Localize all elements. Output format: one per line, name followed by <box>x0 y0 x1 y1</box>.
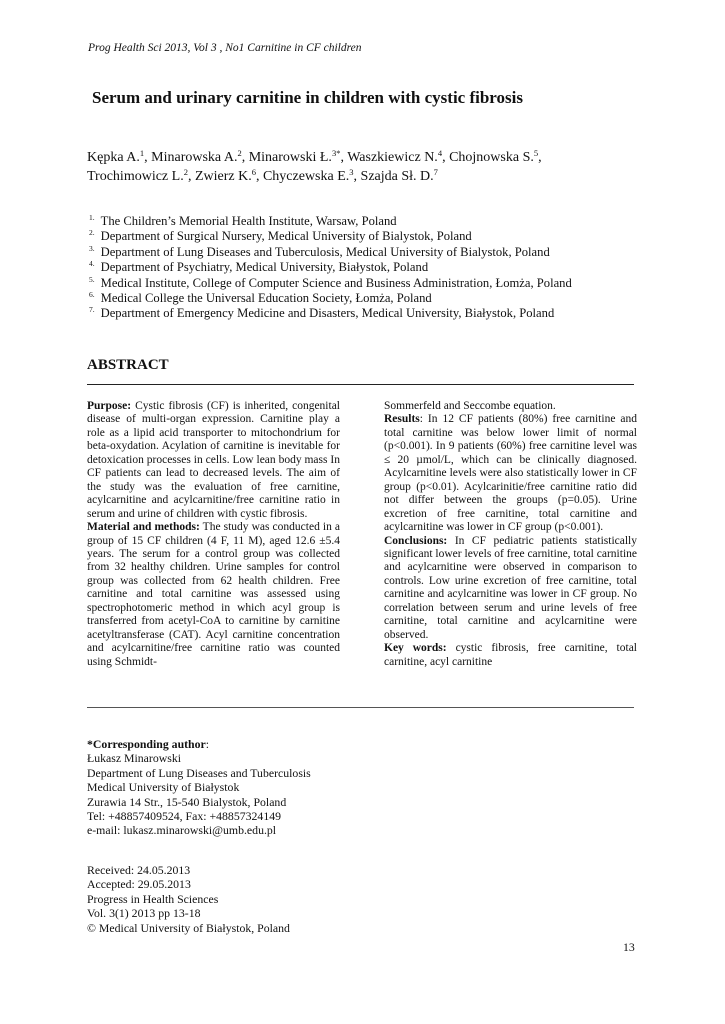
affiliation-item: $^{7.}$ Department of Emergency Medicine and Disasters, Medical University, Białystok, Poland <box>89 305 555 321</box>
affiliation-item: $^{6.}$ Medical College the Universal Education Society, Łomża, Poland <box>89 290 432 306</box>
affiliation-item: $^{3.}$ Department of Lung Diseases and Tuberculosis, Medical University of Bialystok, Poland <box>89 243 550 259</box>
abstract-right-column <box>384 400 637 669</box>
author: Trochimowicz L.$^2$, <box>87 167 195 184</box>
corresponding-line: Department of Lung Diseases and Tuberculosis <box>87 765 311 780</box>
corresponding-line: Tel: +48857409524, Fax: +48857324149 <box>87 809 282 824</box>
author: Minarowska A.$^2$, <box>151 148 249 165</box>
conclusions-paragraph: Conclusions: In CF pediatric patients statistically significant lower levels of free carnitine, total carnitine and acylcarnitine were observed in comparison to controls. Low urine excretion of free carnitine, total carnitine and acylcarnitine was lower in CF group. No correlation between serum and urine levels of free carnitine, total carnitine and acylcarnitine were observed. <box>384 534 637 641</box>
corresponding-line: Łukasz Minarowski <box>87 751 182 766</box>
corresponding-line: Zurawia 14 Str., 15-540 Bialystok, Poland <box>87 794 287 809</box>
affiliation-item: $^{2.}$ Department of Surgical Nursery, Medical University of Bialystok, Poland <box>89 228 472 244</box>
author: Chojnowska S.$^5$, <box>449 148 542 165</box>
abstract-heading: ABSTRACT <box>87 357 169 373</box>
volume-pages: Vol. 3(1) 2013 pp 13-18 <box>87 906 201 921</box>
journal-name: Progress in Health Sciences <box>87 891 219 906</box>
paper-title: Serum and urinary carnitine in children with cystic fibrosis <box>92 88 524 107</box>
author-list <box>87 148 639 186</box>
affiliation-item: $^{4.}$ Department of Psychiatry, Medical University, Białystok, Poland <box>89 259 429 275</box>
copyright: © Medical University of Białystok, Poland <box>87 920 290 935</box>
author: Zwierz K.$^6$, <box>194 167 263 184</box>
author: Kępka A.$^1$, <box>87 148 152 165</box>
affiliation-item: $^{1.}$ The Children’s Memorial Health Institute, Warsaw, Poland <box>89 213 397 228</box>
methods-continuation: Sommerfeld and Seccombe equation. <box>384 400 556 412</box>
methods-paragraph: Material and methods: The study was conducted in a group of 15 CF children (4 F, 11 M), aged 12.6 ±5.4 years. The serum for a control group was collected from 32 healthy children. Urine samples for control group was collected from 62 health children. Free carnitine and total carnitine was assessed using spectrophotomeric method in which acyl group is transferred from acetyl-CoA to carnitine by carnitine acetyltransferase (CAT). Acyl carnitine concentration and acylcarnitine/free carnitine ratio was counted using Schmidt- <box>87 521 340 668</box>
author: Chyczewska E.$^3$, <box>262 167 361 184</box>
abstract-left-column <box>87 400 340 669</box>
received-date: Received: 24.05.2013 <box>87 863 191 877</box>
page-number: 13 <box>623 940 635 954</box>
abstract-top-rule <box>87 384 634 385</box>
affiliation-item: $^{5.}$ Medical Institute, College of Computer Science and Business Administration, Łomża, Poland <box>89 274 572 290</box>
running-head: Prog Health Sci 2013, Vol 3 , No1 Carnitine in CF children <box>88 42 362 54</box>
corresponding-author-block: *Corresponding author: Łukasz Minarowski Department of Lung Diseases and Tuberculosis Medical University of Białystok Zurawia 14 Str., 15-540 Bialystok, Poland Tel: +48857409524, Fax: +48857324149 e-mail: lukasz.minarowski@umb.edu.pl <box>87 737 311 838</box>
results-paragraph: Results: In 12 CF patients (80%) free carnitine and total carnitine was below lower limit of normal (p<0.001). In 9 patients (60%) free carnitine level was ≤ 20 µmol/L, which can be clinically diagnosed. Acylcarnitine levels were also statistically lower in CF group (p<0.01). Acylcarinitie/free carnitine ratio did not differ between the groups (p=0.05). Urine excretion of free carnitine, total carnitine and acylcarnitine was lower in CF group (p<0.001). <box>384 413 637 534</box>
purpose-paragraph: Purpose: Cystic fibrosis (CF) is inherited, congenital disease of multi-organ expression. Carnitine play a role as a lipid acid transporter to mitochondrium for beta-oxydation. Acylation of carnitine is inevitable for detoxication processes in cells. Low lean body mass In CF patients can lead to decreased levels. The aim of the study was the evaluation of free carnitine, acylcarnitine and acylcarnitine/free carnitine ratio in serum and urine of children with cystic fibrosis. <box>87 400 340 520</box>
corresponding-email: e-mail: lukasz.minarowski@umb.edu.pl <box>87 823 277 838</box>
corresponding-label: *Corresponding author <box>87 737 206 751</box>
accepted-date: Accepted: 29.05.2013 <box>87 877 191 892</box>
corresponding-line: Medical University of Białystok <box>87 780 240 795</box>
author: Waszkiewicz N.$^4$, <box>347 148 450 165</box>
affiliation-list <box>89 214 649 322</box>
keywords-paragraph: Key words: cystic fibrosis, free carnitine, total carnitine, acyl carnitine <box>384 642 637 668</box>
author: Szajda Sł. D.$^7$ <box>360 167 438 184</box>
publication-info <box>87 863 290 935</box>
abstract-bottom-rule <box>87 707 634 708</box>
author: Minarowski Ł.$^{3*}$, <box>248 148 348 165</box>
